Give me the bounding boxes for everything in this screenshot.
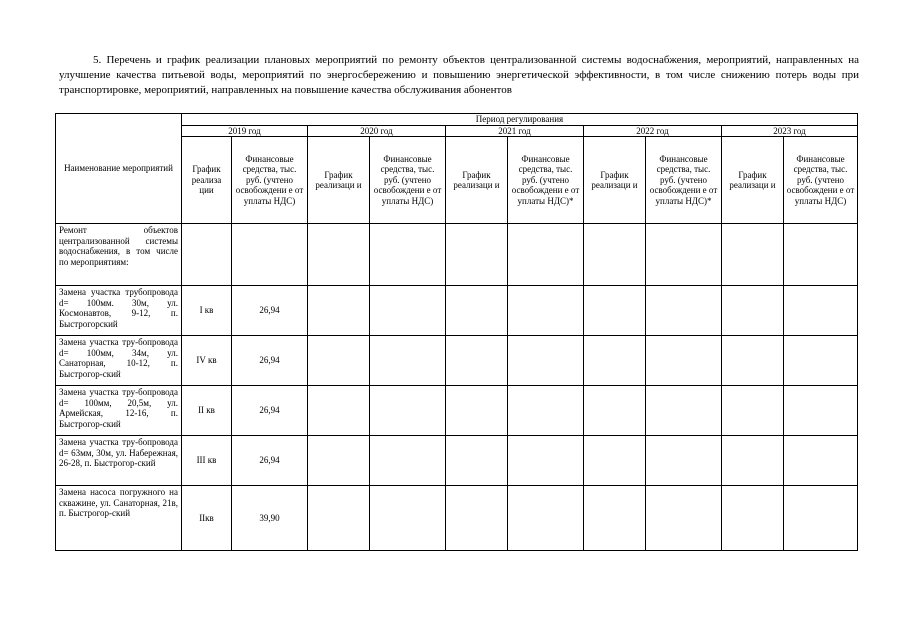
finance-header: Финансовые средства, тыс. руб. (учтено освобождени е от уплаты НДС) <box>784 137 858 224</box>
table-row <box>56 336 858 386</box>
row-amount <box>232 224 308 286</box>
section-heading: 5. Перечень и график реализации плановых мероприятий по ремонту объектов централизованной системы водоснабжения, мероприятий, направленных на улучшение качества питьевой воды, мероприятий по энергосбережению и повышению энергетической эффективности, в том числе снижению потерь воды при транспортировке, мероприятий, направленных на повышение качества обслуживания абонентов <box>59 54 859 96</box>
year-header: 2019 год <box>182 125 308 137</box>
row-name: Замена участка трубопровода d= 100мм. 30м, ул. Космонавтов, 9-12, п. Быстрогорский <box>56 286 182 336</box>
row-name: Замена насоса погружного на скважине, ул. Санаторная, 21в, п. Быстрогор-ский <box>56 486 182 551</box>
row-name: Ремонт объектов централизованной системы водоснабжения, в том числе по мероприятиям: <box>56 224 182 286</box>
year-header: 2021 год <box>446 125 584 137</box>
plan-table <box>55 113 858 551</box>
schedule-header: График реализаци и <box>446 137 508 224</box>
row-schedule: II кв <box>182 386 232 436</box>
period-header: Период регулирования <box>182 114 858 126</box>
row-schedule: IV кв <box>182 336 232 386</box>
year-header: 2020 год <box>308 125 446 137</box>
year-header: 2023 год <box>722 125 858 137</box>
row-schedule: III кв <box>182 436 232 486</box>
row-amount: 39,90 <box>232 486 308 551</box>
row-name: Замена участка тру-бопровода d= 100мм, 34м, ул. Санаторная, 10-12, п. Быстрогор-ский <box>56 336 182 386</box>
finance-header: Финансовые средства, тыс. руб. (учтено освобождени е от уплаты НДС) <box>232 137 308 224</box>
row-name: Замена участка тру-бопровода d= 63мм, 30м, ул. Набережная, 26-28, п. Быстрогор-ский <box>56 436 182 486</box>
row-schedule: IIкв <box>182 486 232 551</box>
table-row <box>56 286 858 336</box>
table-row <box>56 486 858 551</box>
schedule-header: График реализаци и <box>584 137 646 224</box>
table-row <box>56 224 858 286</box>
row-name: Замена участка тру-бопровода d= 100мм, 20,5м, ул. Армейская, 12-16, п. Быстрогор-ский <box>56 386 182 436</box>
finance-header: Финансовые средства, тыс. руб. (учтено освобождени е от уплаты НДС)* <box>508 137 584 224</box>
row-amount: 26,94 <box>232 386 308 436</box>
row-amount: 26,94 <box>232 436 308 486</box>
schedule-header: График реализа ции <box>182 137 232 224</box>
schedule-header: График реализаци и <box>722 137 784 224</box>
name-column-header: Наименование мероприятий <box>56 114 182 224</box>
finance-header: Финансовые средства, тыс. руб. (учтено освобождени е от уплаты НДС)* <box>646 137 722 224</box>
row-schedule: I кв <box>182 286 232 336</box>
schedule-header: График реализаци и <box>308 137 370 224</box>
row-amount: 26,94 <box>232 286 308 336</box>
finance-header: Финансовые средства, тыс. руб. (учтено освобождени е от уплаты НДС) <box>370 137 446 224</box>
table-row <box>56 386 858 436</box>
row-schedule <box>182 224 232 286</box>
row-amount: 26,94 <box>232 336 308 386</box>
table-row <box>56 436 858 486</box>
year-header: 2022 год <box>584 125 722 137</box>
